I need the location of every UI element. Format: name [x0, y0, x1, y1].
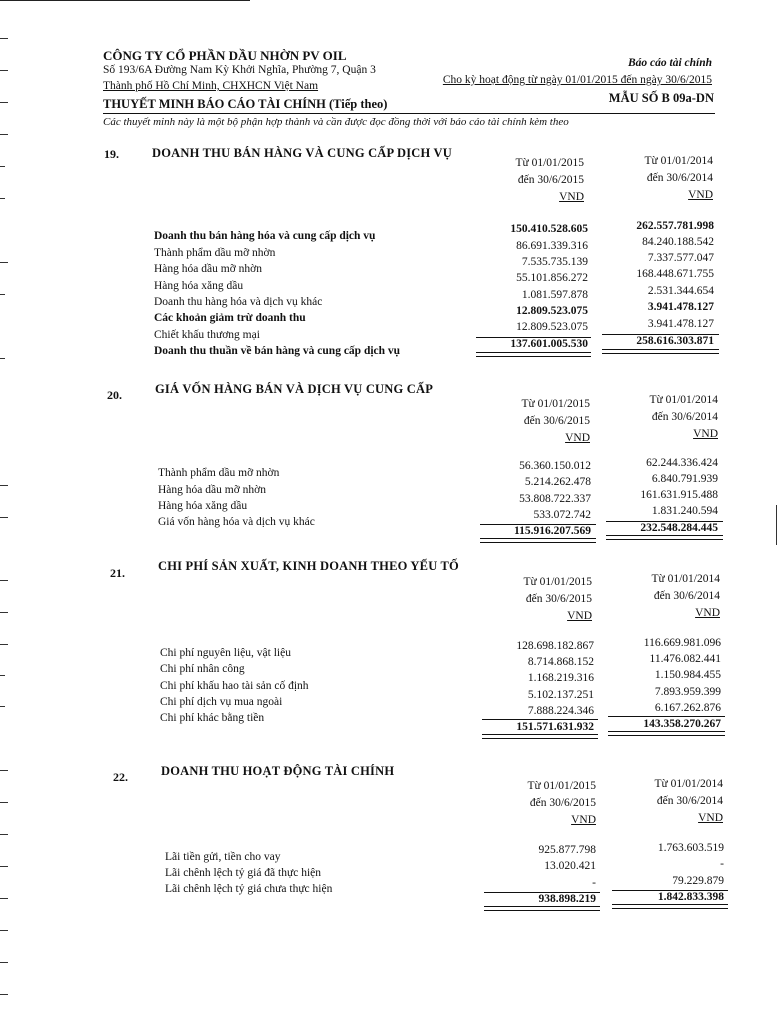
column-period-start: Từ 01/01/2014 [649, 394, 718, 406]
row-value-2015: 533.072.742 [533, 509, 591, 521]
margin-mark [0, 930, 8, 931]
column-header-2015 [474, 155, 584, 206]
section-number: 19. [104, 147, 119, 161]
column-header-2014 [608, 392, 718, 443]
row-value-2015: 8.714.868.152 [527, 656, 594, 668]
margin-mark [0, 517, 8, 518]
section-title: GIÁ VỐN HÀNG BÁN VÀ DỊCH VỤ CUNG CẤP [155, 382, 434, 396]
row-value-2014: 11.476.082.441 [649, 653, 721, 665]
row-value-2014: 79.229.879 [672, 875, 724, 887]
section-total-2015: 151.571.631.932 [516, 721, 594, 733]
report-title: Báo cáo tài chính [627, 57, 712, 69]
row-value-2014: 62.244.336.424 [646, 457, 718, 469]
form-number: MẪU SỐ B 09a-DN [608, 91, 714, 105]
column-unit: VND [565, 432, 590, 444]
margin-mark [0, 102, 8, 103]
row-value-2014: 6.840.791.939 [651, 473, 718, 485]
row-value-2015: 53.808.722.337 [519, 493, 591, 505]
row-value-2014: 84.240.188.542 [642, 236, 714, 248]
section-title: CHI PHÍ SẢN XUẤT, KINH DOANH THEO YẾU TỐ [158, 559, 459, 573]
column-period-start: Từ 01/01/2015 [523, 576, 592, 588]
row-value-2015: 12.809.523.075 [516, 321, 588, 333]
margin-mark [0, 834, 8, 835]
row-value-2014: - [720, 858, 724, 870]
row-label: Các khoản giảm trừ doanh thu [154, 312, 306, 324]
row-label: Lãi chênh lệch tỷ giá đã thực hiện [165, 867, 321, 879]
margin-mark [0, 70, 8, 71]
column-period-end: đến 30/6/2015 [523, 415, 590, 427]
section-number: 20. [107, 388, 122, 402]
row-label: Hàng hóa dầu mỡ nhờn [154, 263, 262, 275]
column-period-end: đến 30/6/2014 [646, 172, 713, 184]
column-period-start: Từ 01/01/2015 [521, 398, 590, 410]
total-double-rule [602, 349, 719, 354]
row-value-2014: 1.763.603.519 [657, 842, 724, 854]
row-label: Chi phí nguyên liệu, vật liệu [160, 647, 291, 659]
row-value-2015: 7.888.224.346 [527, 705, 594, 717]
section-number: 21. [110, 566, 125, 580]
section-total-2014: 232.548.284.445 [640, 522, 718, 534]
section-total-2015: 115.916.207.569 [514, 525, 591, 537]
row-label: Doanh thu hàng hóa và dịch vụ khác [154, 296, 323, 308]
column-period-start: Từ 01/01/2015 [527, 780, 596, 792]
row-label: Doanh thu thuần về bán hàng và cung cấp dịch vụ [154, 345, 401, 357]
margin-mark [0, 866, 8, 867]
column-unit: VND [567, 610, 592, 622]
row-label: Lãi tiền gửi, tiền cho vay [165, 851, 281, 863]
margin-mark [776, 505, 777, 545]
column-period-end: đến 30/6/2014 [656, 795, 723, 807]
column-period-start: Từ 01/01/2014 [651, 573, 720, 585]
company-address-2: Thành phố Hồ Chí Minh, CHXHCN Việt Nam [103, 80, 319, 92]
total-double-rule [480, 538, 596, 543]
row-value-2014: 1.150.984.455 [654, 669, 721, 681]
row-value-2015: 12.809.523.075 [516, 305, 588, 317]
column-period-end: đến 30/6/2015 [525, 593, 592, 605]
section-number: 22. [113, 770, 128, 784]
subtotal-rule [482, 719, 598, 720]
column-unit: VND [693, 428, 718, 440]
row-value-2015: 137.601.005.530 [510, 338, 588, 350]
total-double-rule [606, 535, 723, 540]
margin-mark [0, 166, 5, 167]
column-header-2014 [610, 571, 720, 622]
row-label: Doanh thu bán hàng hóa và cung cấp dịch vụ [154, 230, 376, 242]
row-label: Chi phí dịch vụ mua ngoài [160, 696, 283, 708]
scan-top-line [0, 0, 250, 1]
column-header-2015 [480, 396, 590, 447]
row-value-2014: 2.531.344.654 [647, 285, 714, 297]
total-double-rule [608, 731, 725, 736]
margin-mark [0, 294, 5, 295]
margin-mark [0, 770, 8, 771]
row-value-2015: 5.102.137.251 [527, 689, 594, 701]
row-value-2014: 3.941.478.127 [647, 318, 714, 330]
margin-mark [0, 485, 8, 486]
company-name: CÔNG TY CỔ PHẦN DẦU NHỜN PV OIL [103, 48, 347, 63]
row-value-2014: 7.337.577.047 [647, 252, 714, 264]
row-label: Chi phí nhân công [160, 663, 245, 675]
row-value-2015: 86.691.339.316 [516, 240, 588, 252]
column-header-2014 [603, 153, 713, 204]
margin-mark [0, 898, 8, 899]
row-label: Hàng hóa xăng dầu [158, 500, 248, 512]
row-value-2015: 1.081.597.878 [521, 289, 588, 301]
margin-mark [0, 802, 8, 803]
row-value-2014: 7.893.959.399 [654, 686, 721, 698]
row-label: Chi phí khấu hao tài sản cố định [160, 680, 309, 692]
section-title: DOANH THU BÁN HÀNG VÀ CUNG CẤP DỊCH VỤ [152, 146, 452, 160]
row-value-2015: 5.214.262.478 [524, 476, 591, 488]
total-double-rule [612, 904, 728, 909]
margin-mark [0, 580, 8, 581]
section-total-2015: 938.898.219 [538, 893, 596, 905]
margin-mark [0, 675, 5, 676]
row-value-2014: 116.669.981.096 [643, 637, 721, 649]
margin-mark [0, 262, 8, 263]
row-value-2014: 168.448.671.755 [636, 268, 714, 280]
row-label: Chiết khấu thương mại [154, 329, 260, 341]
report-period: Cho kỳ hoạt động từ ngày 01/01/2015 đến ngày 30/6/2015 [442, 74, 712, 86]
row-label: Thành phẩm dầu mỡ nhờn [154, 247, 276, 259]
row-value-2015: 7.535.735.139 [521, 256, 588, 268]
column-period-start: Từ 01/01/2014 [644, 155, 713, 167]
column-unit: VND [695, 607, 720, 619]
column-period-start: Từ 01/01/2015 [515, 157, 584, 169]
row-label: Hàng hóa dầu mỡ nhờn [158, 484, 266, 496]
margin-mark [0, 962, 8, 963]
company-address-1: Số 193/6A Đường Nam Kỳ Khởi Nghĩa, Phường 7, Quận 3 [103, 64, 376, 76]
row-value-2015: 128.698.182.867 [516, 640, 594, 652]
column-header-2015 [486, 778, 596, 829]
column-period-end: đến 30/6/2015 [517, 174, 584, 186]
row-value-2015: 150.410.528.605 [510, 223, 588, 235]
total-double-rule [476, 352, 591, 357]
row-value-2014: 262.557.781.998 [636, 220, 714, 232]
row-label: Giá vốn hàng hóa và dịch vụ khác [158, 516, 315, 528]
margin-mark [0, 358, 5, 359]
row-value-2015: - [592, 877, 596, 889]
section-title: DOANH THU HOẠT ĐỘNG TÀI CHÍNH [161, 764, 395, 778]
row-value-2015: 55.101.856.272 [516, 272, 588, 284]
section-total-2014: 1.842.833.398 [657, 891, 724, 903]
margin-mark [0, 198, 5, 199]
header-rule [103, 113, 715, 114]
column-unit: VND [688, 189, 713, 201]
column-unit: VND [571, 814, 596, 826]
column-header-2014 [613, 776, 723, 827]
row-label: Thành phẩm dầu mỡ nhờn [158, 467, 280, 479]
row-value-2015: 925.877.798 [538, 844, 596, 856]
row-value-2015: 56.360.150.012 [519, 460, 591, 472]
column-period-start: Từ 01/01/2014 [654, 778, 723, 790]
margin-mark [0, 706, 5, 707]
row-value-2014: 3.941.478.127 [647, 301, 714, 313]
row-value-2014: 161.631.915.488 [640, 489, 718, 501]
row-value-2014: 1.831.240.594 [651, 505, 718, 517]
column-header-2015 [482, 574, 592, 625]
row-value-2014: 258.616.303.871 [636, 335, 714, 347]
margin-mark [0, 134, 8, 135]
subtotal-rule [608, 716, 725, 717]
notes-subtitle: Các thuyết minh này là một bộ phận hợp thành và cần được đọc đồng thời với báo cáo tài chính kèm theo [103, 116, 569, 128]
row-label: Lãi chênh lệch tỷ giá chưa thực hiện [165, 883, 333, 895]
row-value-2015: 13.020.421 [544, 860, 596, 872]
total-double-rule [482, 734, 598, 739]
margin-mark [0, 612, 8, 613]
total-double-rule [484, 906, 600, 911]
section-total-2014: 143.358.270.267 [643, 718, 721, 730]
row-value-2015: 1.168.219.316 [527, 672, 594, 684]
row-value-2014: 6.167.262.876 [654, 702, 721, 714]
margin-mark [0, 38, 8, 39]
column-period-end: đến 30/6/2014 [651, 411, 718, 423]
notes-title: THUYẾT MINH BÁO CÁO TÀI CHÍNH (Tiếp theo) [103, 97, 388, 111]
column-unit: VND [559, 191, 584, 203]
row-label: Chi phí khác bằng tiền [160, 712, 265, 724]
margin-mark [0, 644, 8, 645]
row-label: Hàng hóa xăng dầu [154, 280, 244, 292]
margin-mark [0, 994, 8, 995]
column-period-end: đến 30/6/2015 [529, 797, 596, 809]
column-period-end: đến 30/6/2014 [653, 590, 720, 602]
column-unit: VND [698, 812, 723, 824]
